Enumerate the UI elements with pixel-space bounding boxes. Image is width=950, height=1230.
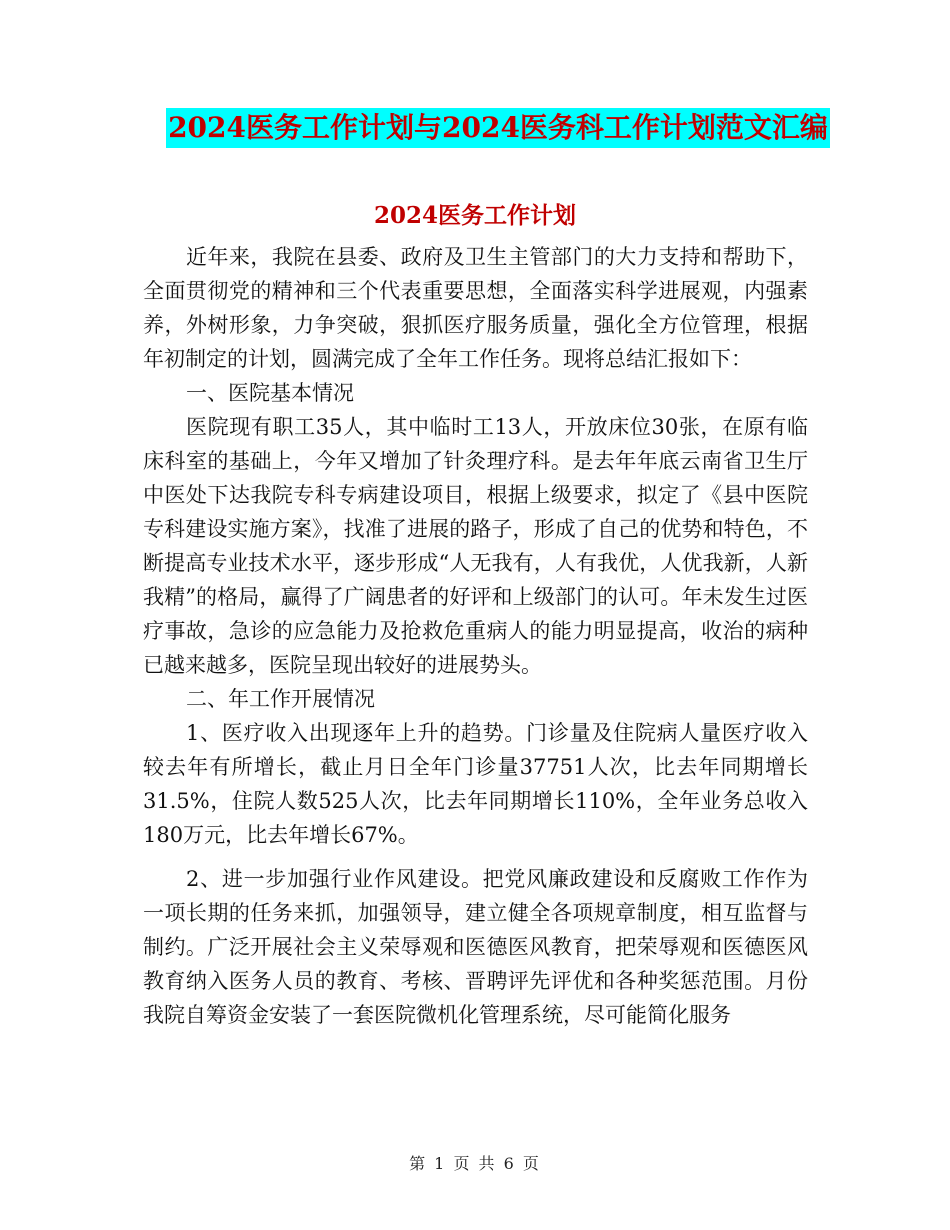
paragraph-intro: 近年来，我院在县委、政府及卫生主管部门的大力支持和帮助下，全面贯彻党的精神和三个代表重要思想，全面落实科学进展观，内强素养，外树形象，力争突破，狠抓医疗服务质量，强化全方位管理，根据年初制定的计划，圆满完成了全年工作任务。现将总结汇报如下：	[143, 245, 808, 371]
document-title: 2024医务工作计划与2024医务科工作计划范文汇编	[166, 108, 830, 148]
heading-hospital-overview: 一、医院基本情况	[186, 381, 354, 405]
page-footer: 第 1 页 共 6 页	[409, 1154, 541, 1173]
document-title-container	[0, 108, 950, 148]
document-body	[143, 240, 808, 1032]
section-title: 2024医务工作计划	[373, 202, 576, 229]
paragraph-hospital-overview: 医院现有职工35人，其中临时工13人，开放床位30张，在原有临床科室的基础上，今年又增加了针灸理疗科。是去年年底云南省卫生厅中医处下达我院专科专病建设项目，根据上级要求，拟定了《县中医院专科建设实施方案》，找准了进展的路子，形成了自己的优势和特色，不断提高专业技术水平，逐步形成“人无我有，人有我优，人优我新，人新我精”的格局，赢得了广阔患者的好评和上级部门的认可。年未发生过医疗事故，急诊的应急能力及抢救危重病人的能力明显提高，收治的病种已越来越多，医院呈现出较好的进展势头。	[143, 415, 808, 677]
paragraph-conduct-building: 2、进一步加强行业作风建设。把党风廉政建设和反腐败工作作为一项长期的任务来抓，加强领导，建立健全各项规章制度，相互监督与制约。广泛开展社会主义荣辱观和医德医风教育，把荣辱观和医德医风教育纳入医务人员的教育、考核、晋聘评先评优和各种奖惩范围。月份我院自筹资金安装了一套医院微机化管理系统，尽可能简化服务	[143, 867, 808, 1027]
heading-work-progress: 二、年工作开展情况	[186, 687, 375, 711]
paragraph-medical-income: 1、医疗收入出现逐年上升的趋势。门诊量及住院病人量医疗收入较去年有所增长，截止月日全年门诊量37751人次，比去年同期增长31.5%，住院人数525人次，比去年同期增长110%，全年业务总收入180万元，比去年增长67%。	[143, 721, 808, 847]
